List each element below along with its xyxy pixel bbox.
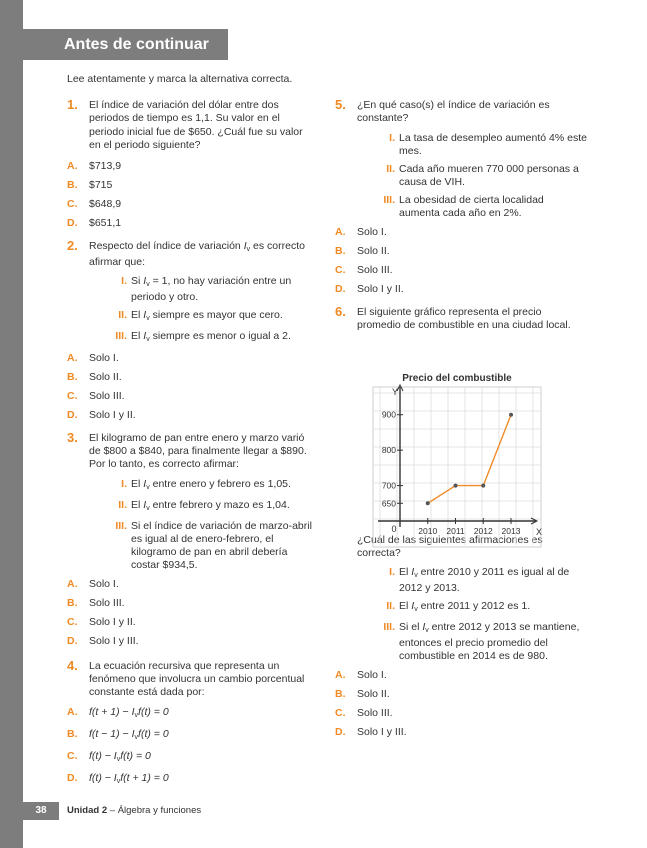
instructions: Lee atentamente y marca la alternativa correcta. bbox=[67, 73, 293, 85]
series-line bbox=[428, 415, 511, 504]
statement-iii: III. Si el índice de variación de marzo-abril es igual al de enero-febrero, el kilogramo de pan en abril debería costar $934,5. bbox=[115, 519, 312, 571]
question-number: 2. bbox=[67, 238, 78, 254]
statement-ii: II. El $I_v$ siempre es mayor que cero. bbox=[118, 308, 283, 322]
data-point bbox=[454, 484, 458, 488]
question-number: 5. bbox=[335, 97, 346, 112]
option-c[interactable]: C. Solo I y II. bbox=[67, 615, 136, 628]
option-d[interactable]: D. Solo I y III. bbox=[67, 634, 139, 647]
data-point bbox=[509, 413, 513, 417]
question-number: 3. bbox=[67, 429, 78, 445]
option-c[interactable]: C. Solo III. bbox=[335, 263, 393, 276]
column-left bbox=[67, 99, 315, 788]
y-axis-label: Y bbox=[392, 387, 399, 397]
option-b[interactable]: B. $715 bbox=[67, 179, 113, 192]
y-tick-label: 900 bbox=[381, 409, 396, 420]
question-4 bbox=[67, 657, 315, 700]
option-b[interactable]: B. Solo II. bbox=[335, 687, 390, 700]
x-tick-label: 2012 bbox=[473, 526, 493, 536]
fuel-price-chart bbox=[372, 369, 542, 549]
footer-text: Unidad 2 – Álgebra y funciones bbox=[67, 805, 202, 816]
data-point bbox=[481, 484, 485, 488]
option-a[interactable]: A. Solo I. bbox=[67, 577, 119, 590]
option-d[interactable]: D. Solo I y II. bbox=[67, 408, 136, 421]
question-text: La ecuación recursiva que representa un fenómeno que involucra un cambio porcentual constante está dada por: bbox=[89, 659, 305, 699]
question-text: El kilogramo de pan entre enero y marzo varió de $800 a $840, para finalmente llegar a $890. Por lo tanto, es correcto afirmar: bbox=[89, 431, 307, 471]
question-number: 6. bbox=[335, 303, 346, 319]
option-d[interactable]: D. $651,1 bbox=[67, 217, 122, 230]
question-number: 4. bbox=[67, 657, 78, 673]
x-axis-label: X bbox=[536, 527, 542, 537]
statement-ii: II. El $I_v$ entre 2011 y 2012 es 1. bbox=[386, 599, 531, 613]
page-number: 38 bbox=[23, 802, 59, 820]
statement-ii: II. El $I_v$ entre febrero y mazo es 1,04. bbox=[118, 498, 290, 512]
origin-label: 0 bbox=[391, 524, 397, 534]
section-title: Antes de continuar bbox=[64, 36, 209, 53]
question-text: El índice de variación del dólar entre dos periodos de tiempo es 1,1. Su valor en el periodo inicial fue de $650. ¿Cuál fue su valor en el periodo siguiente? bbox=[89, 99, 303, 151]
statement-ii: II. Cada año mueren 770 000 personas a causa de VIH. bbox=[386, 162, 579, 188]
x-tick-label: 2010 bbox=[418, 526, 438, 536]
question-text: El siguiente gráfico representa el precio promedio de combustible en una ciudad local. bbox=[357, 305, 571, 331]
option-c[interactable]: C. Solo III. bbox=[335, 706, 393, 719]
statement-i: I. Si $I_v = 1$, no hay variación entre un periodo y otro. bbox=[121, 274, 292, 303]
statement-i: I. El $I_v$ entre 2010 y 2011 es igual al de 2012 y 2013. bbox=[389, 565, 570, 594]
option-b[interactable]: B. Solo II. bbox=[335, 244, 390, 257]
y-tick-label: 650 bbox=[381, 498, 396, 509]
question-6-prompt: ¿Cuál de las siguientes afirmaciones es correcta? bbox=[357, 534, 543, 560]
x-tick-label: 2013 bbox=[501, 526, 521, 536]
question-text: ¿En qué caso(s) el índice de variación es constante? bbox=[357, 99, 550, 125]
x-tick-label: 2011 bbox=[446, 526, 465, 536]
question-1 bbox=[67, 99, 315, 152]
statement-i: I. La tasa de desempleo aumentó 4% este mes. bbox=[389, 131, 587, 157]
statement-iii: III. La obesidad de cierta localidad aumenta cada año en 2%. bbox=[383, 193, 544, 219]
option-a[interactable]: A. $713,9 bbox=[67, 160, 122, 173]
option-d[interactable]: D. $f(t) - I_vf(t + 1) = 0$ bbox=[67, 771, 169, 785]
option-a[interactable]: A. Solo I. bbox=[67, 351, 119, 364]
statement-i: I. El $I_v$ entre enero y febrero es 1,05. bbox=[121, 477, 291, 491]
question-number: 1. bbox=[67, 97, 78, 112]
option-b[interactable]: B. Solo III. bbox=[67, 596, 125, 609]
question-6 bbox=[335, 303, 587, 333]
statement-iii: III. Si el $I_v$ entre 2012 y 2013 se mantiene, entonces el precio promedio del combustible en 2014 es de 980. bbox=[383, 620, 580, 662]
statement-iii: III. El $I_v$ siempre es menor o igual a 2. bbox=[115, 329, 291, 343]
option-b[interactable]: B. Solo II. bbox=[67, 370, 122, 383]
y-tick-label: 700 bbox=[381, 480, 396, 491]
data-point bbox=[426, 501, 430, 505]
option-a[interactable]: A. Solo I. bbox=[335, 668, 387, 681]
question-3 bbox=[67, 429, 315, 472]
option-a[interactable]: A. Solo I. bbox=[335, 225, 387, 238]
option-a[interactable]: A. $f(t + 1) - I_vf(t) = 0$ bbox=[67, 705, 169, 719]
question-2: 2. Respecto del índice de variación $I_v$ es correcto afirmar que: bbox=[67, 238, 305, 269]
option-b[interactable]: B. $f(t - 1) - I_vf(t) = 0$ bbox=[67, 727, 169, 741]
option-c[interactable]: C. $648,9 bbox=[67, 198, 122, 211]
chart-title: Precio del combustible bbox=[402, 373, 512, 384]
option-c[interactable]: C. $f(t) - I_vf(t) = 0$ bbox=[67, 749, 151, 763]
option-c[interactable]: C. Solo III. bbox=[67, 389, 125, 402]
option-d[interactable]: D. Solo I y III. bbox=[335, 725, 407, 738]
option-d[interactable]: D. Solo I y II. bbox=[335, 282, 404, 295]
left-margin-bar bbox=[0, 0, 23, 848]
question-5 bbox=[335, 99, 587, 126]
y-tick-label: 800 bbox=[381, 445, 396, 456]
